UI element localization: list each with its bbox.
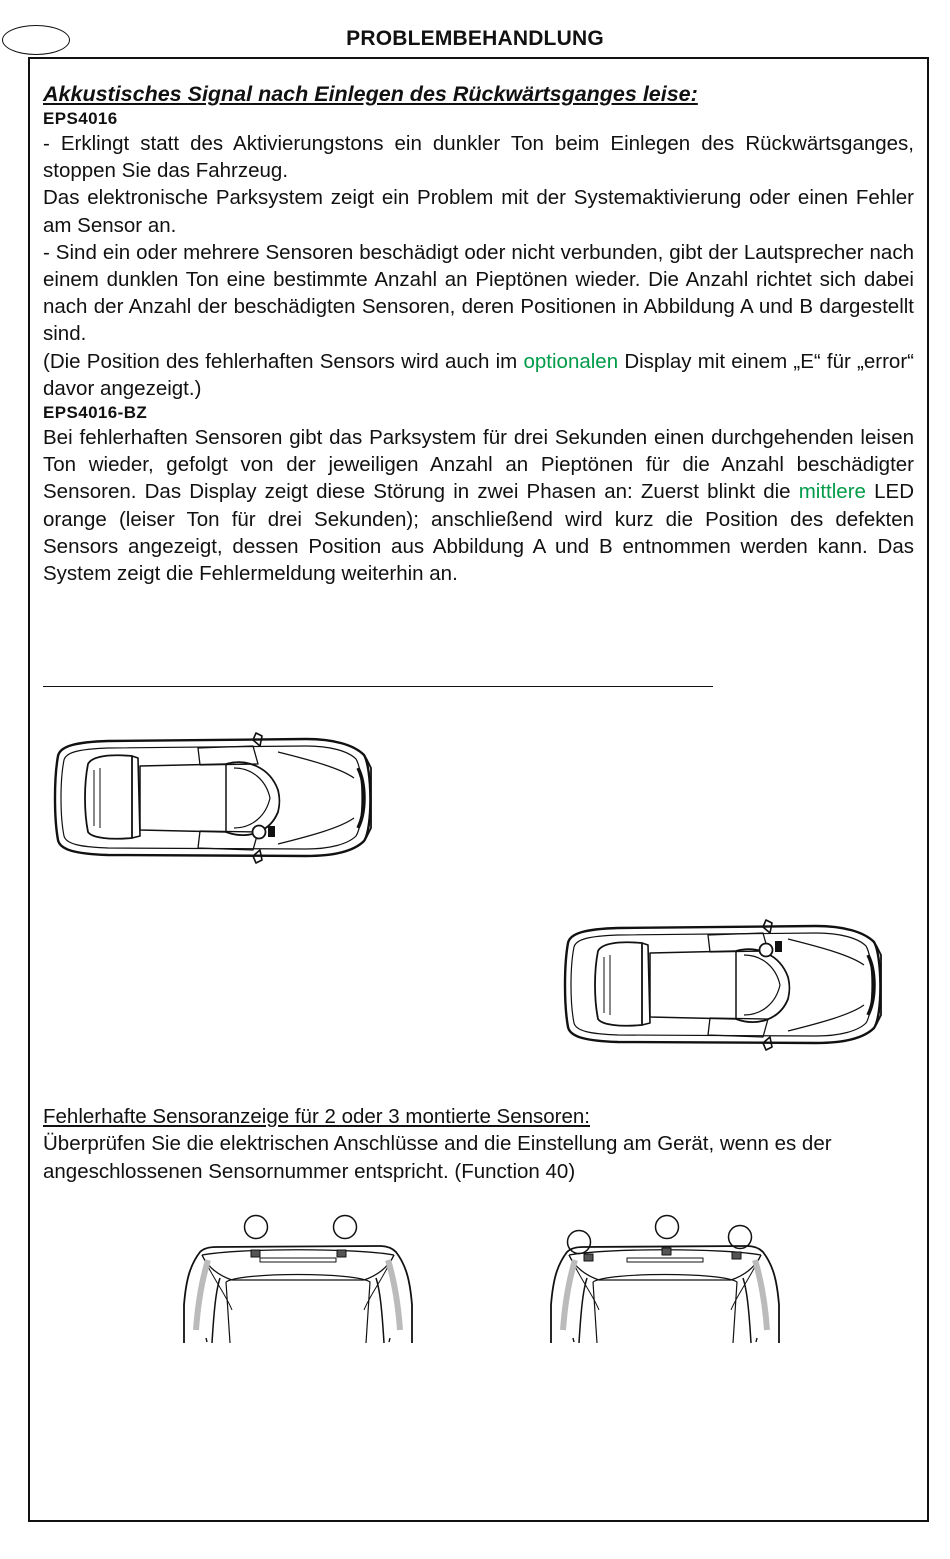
sensor-count-text: Überprüfen Sie die elektrischen Anschlüsse and die Einstellung am Gerät, wenn es der angeschlossenen Sensornummer entspricht. (Function 40)	[43, 1132, 832, 1183]
section-divider	[43, 686, 713, 687]
highlight-optional: optionalen	[523, 349, 619, 373]
rear-view-two-sensors-illustration	[180, 1210, 415, 1345]
car-top-view-b-illustration	[558, 915, 890, 1055]
page-title: PROBLEMBEHANDLUNG	[346, 27, 604, 50]
model-label-eps4016-bz: EPS4016-BZ	[43, 403, 148, 423]
paragraph-dark-tone: - Erklingt statt des Aktivierungstons ein dunkler Ton beim Einlegen des Rückwärtsganges, stoppen Sie das Fahrzeug.	[43, 132, 914, 183]
paragraph-display-error	[43, 348, 914, 402]
display-error-text-start: (Die Position des fehlerhaften Sensors wird auch im	[43, 349, 524, 373]
display-error-text-end: Display mit einem „E“ für „error“ davor angezeigt.)	[43, 349, 914, 400]
troubleshooting-section	[43, 80, 914, 587]
car-top-view-a-illustration	[48, 728, 380, 868]
bz-text-end: LED orange (leiser Ton für drei Sekunden); anschließend wird kurz die Position des defekten Sensors angezeigt, dessen Position aus Abbildung A und B entnommen werden kann. Das System zeigt die Fehlermeldung weiterhin an.	[43, 480, 915, 586]
rear-view-three-sensors-illustration	[547, 1210, 782, 1345]
sensor-count-heading: Fehlerhafte Sensoranzeige für 2 oder 3 montierte Sensoren:	[43, 1105, 590, 1128]
section-heading: Akkustisches Signal nach Einlegen des Rückwärtsganges leise:	[43, 82, 698, 106]
model-label-eps4016: EPS4016	[43, 109, 118, 128]
paragraph-bz-behavior	[43, 424, 914, 587]
paragraph-system-problem: Das elektronische Parksystem zeigt ein Problem mit der Systemaktivierung oder einen Fehler am Sensor an.	[43, 186, 914, 237]
highlight-middle: mittlere	[798, 480, 866, 504]
paragraph-damaged-sensors: - Sind ein oder mehrere Sensoren beschädigt oder nicht verbunden, gibt der Lautsprecher nach einem dunklen Ton eine bestimmte Anzahl an Pieptönen wieder. Die Anzahl richtet sich dabei nach der Anzahl der beschädigten Sensoren, deren Positionen in Abbildung A und B dargestellt sind.	[43, 240, 914, 346]
bz-text-start: Bei fehlerhaften Sensoren gibt das Parksystem für drei Sekunden einen durchgehenden leisen Ton wieder, gefolgt von der jeweiligen Anzahl an Pieptönen für die Anzahl beschädigter Sensoren. Das Display zeigt diese Störung in zwei Phasen an: Zuerst blinkt die	[43, 426, 914, 504]
